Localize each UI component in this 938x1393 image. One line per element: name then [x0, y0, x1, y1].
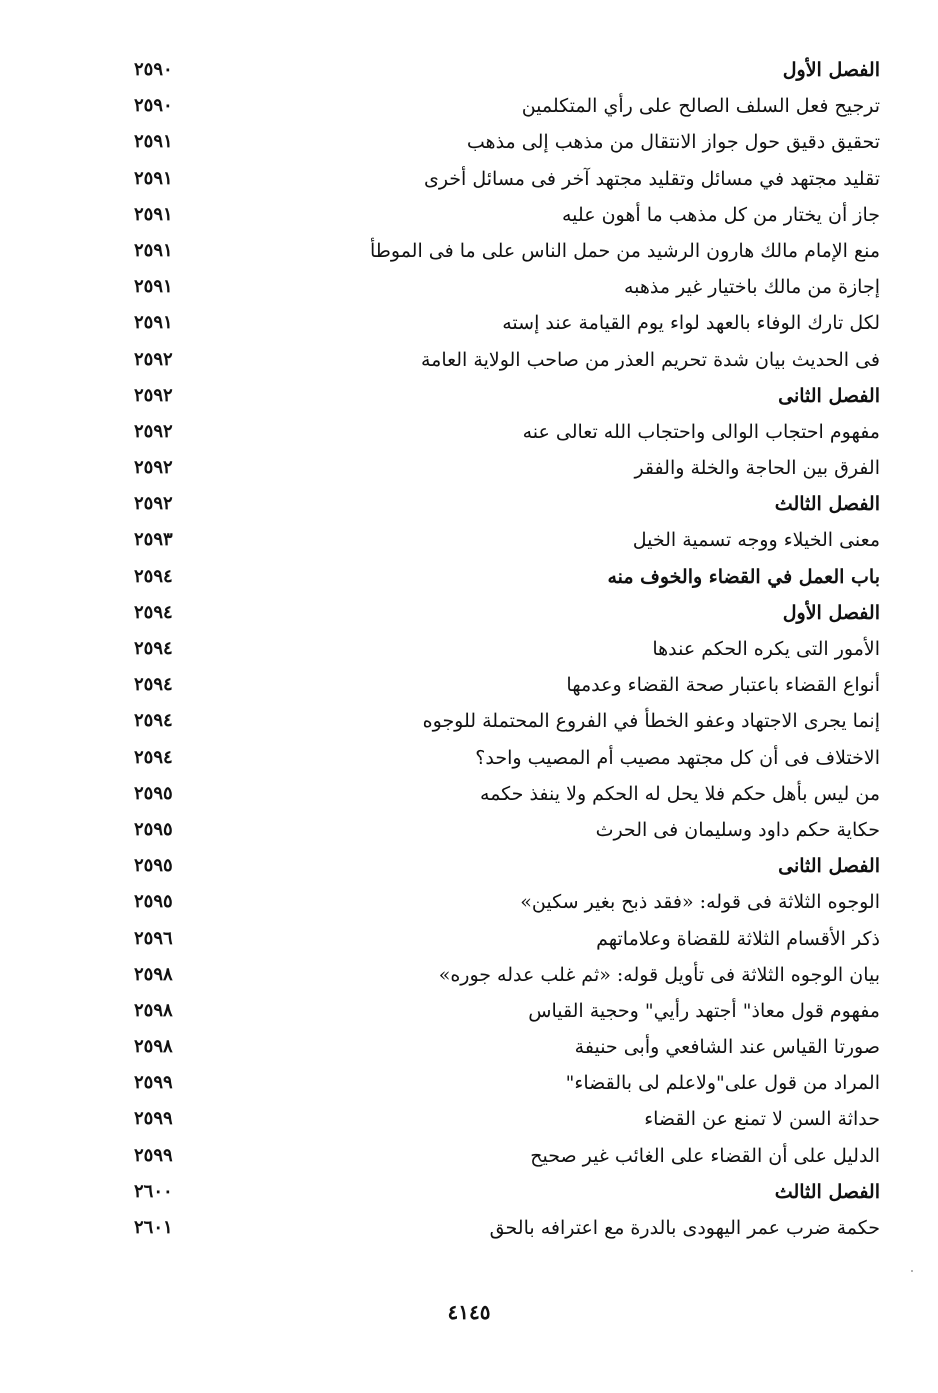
toc-page-number: ٢٥٩٤ [134, 601, 173, 623]
toc-page-number: ٢٥٩١ [134, 203, 173, 225]
toc-page-number: ٢٥٩١ [134, 167, 173, 189]
toc-entry-title: الاختلاف فى أن كل مجتهد مصيب أم المصيب واحد؟ [475, 746, 880, 769]
toc-entry-title: صورتا القياس عند الشافعي وأبى حنيفة [574, 1036, 880, 1059]
toc-row [120, 776, 880, 812]
toc-page-number: ٢٥٩٤ [134, 674, 173, 696]
toc-page-number: ٢٥٩٤ [134, 565, 173, 587]
toc-page-number: ٢٥٩٩ [134, 1072, 173, 1094]
toc-page-number: ٢٥٩٠ [134, 95, 173, 117]
toc-page-number: ٢٥٩٣ [134, 529, 173, 551]
toc-row [120, 1065, 880, 1101]
toc-page-number: ٢٥٩٨ [134, 999, 173, 1021]
toc-page-number: ٢٥٩٠ [134, 59, 173, 80]
toc-page-number: ٢٥٩١ [134, 312, 173, 334]
toc-page-number: ٢٥٩٨ [134, 963, 173, 985]
toc-page-number: ٢٥٩٤ [134, 710, 173, 732]
toc-row [120, 1101, 880, 1137]
toc-page-number: ٢٦٠١ [134, 1217, 173, 1238]
toc-section-heading: الفصل الأول [782, 601, 880, 624]
toc-entry-title: تحقيق دقيق حول جواز الانتقال من مذهب إلى مذهب [466, 131, 880, 154]
toc-row [120, 884, 880, 920]
toc-page-number: ٢٥٩١ [134, 131, 173, 153]
toc-row [120, 161, 880, 197]
toc-entry-title: لكل تارك الوفاء بالعهد لواء يوم القيامة عند إسته [502, 312, 880, 335]
toc-row [120, 559, 880, 595]
page-number-footer: ٤١٤٥ [447, 1300, 491, 1324]
toc-row [120, 305, 880, 341]
toc-page-number: ٢٥٩١ [134, 276, 173, 298]
toc-row [120, 1138, 880, 1174]
toc-entry-title: حكاية حكم داود وسليمان فى الحرث [595, 818, 880, 841]
toc-row [120, 1029, 880, 1065]
toc-page-number: ٢٥٩٩ [134, 1144, 173, 1166]
toc-row [120, 522, 880, 558]
toc-entry-title: الدليل على أن القضاء على الغائب غير صحيح [530, 1144, 880, 1167]
toc-page-number: ٢٥٩٤ [134, 746, 173, 768]
toc-row [120, 595, 880, 631]
toc-entry-title: الوجوه الثلاثة فى قوله: «فقد ذبح بغير سكين» [520, 891, 880, 914]
toc-entry-title: المراد من قول على"ولاعلم لى بالقضاء" [565, 1072, 880, 1095]
toc-row [120, 342, 880, 378]
toc-entry-title: تقليد مجتهد في مسائل وتقليد مجتهد آخر فى مسائل أخرى [423, 167, 880, 190]
toc-row [120, 124, 880, 160]
toc-row [120, 197, 880, 233]
toc-page-number: ٢٦٠٠ [134, 1180, 173, 1202]
toc-entry-title: فى الحديث بيان شدة تحريم العذر من صاحب الولاية العامة [420, 348, 880, 371]
toc-entry-title: ترجيح فعل السلف الصالح على رأي المتكلمين [521, 95, 880, 118]
toc-row [120, 703, 880, 739]
scan-speck [911, 1270, 913, 1272]
toc-entry-title: إنما يجرى الاجتهاد وعفو الخطأ في الفروع المحتملة للوجوه [422, 710, 880, 733]
toc-page-number: ٢٥٩٩ [134, 1108, 173, 1130]
toc-row [120, 378, 880, 414]
toc-entry-title: حكمة ضرب عمر اليهودى بالدرة مع اعترافه بالحق [489, 1217, 880, 1239]
toc-row [120, 450, 880, 486]
toc-entry-title: معنى الخيلاء ووجه تسمية الخيل [632, 529, 880, 552]
toc-page-number: ٢٥٩٢ [134, 420, 173, 442]
toc-row [120, 414, 880, 450]
toc-page-number: ٢٥٩١ [134, 239, 173, 261]
toc-row [120, 921, 880, 957]
toc-page-number: ٢٥٩٥ [134, 891, 173, 913]
toc-section-heading: الفصل الأول [782, 59, 880, 81]
toc-row [120, 233, 880, 269]
toc-row [120, 631, 880, 667]
toc-page-number: ٢٥٩٢ [134, 493, 173, 515]
toc-row [120, 1174, 880, 1210]
toc-page-number: ٢٥٩٥ [134, 818, 173, 840]
toc-row [120, 1210, 880, 1246]
toc-entry-title: منع الإمام مالك هارون الرشيد من حمل الناس على ما فى الموطأ [369, 239, 880, 262]
toc-section-heading: الفصل الثالث [774, 1180, 880, 1203]
toc-page-number: ٢٥٩٢ [134, 348, 173, 370]
toc-page-number: ٢٥٩٤ [134, 638, 173, 659]
toc-entry-title: مفهوم احتجاب الوالى واحتجاب الله تعالى عنه [522, 420, 880, 443]
toc-row [120, 52, 880, 88]
toc-entry-title: بيان الوجوه الثلاثة فى تأويل قوله: «ثم غلب عدله جوره» [438, 963, 880, 986]
toc-entry-title: مفهوم قول معاذ" أجتهد رأيي" وحجية القياس [528, 999, 880, 1022]
toc-section-heading: باب العمل في القضاء والخوف منه [607, 565, 880, 588]
toc-row [120, 812, 880, 848]
toc-row [120, 957, 880, 993]
toc-row [120, 740, 880, 776]
toc-row [120, 848, 880, 884]
toc-page-number: ٢٥٩٢ [134, 384, 173, 406]
toc-row [120, 993, 880, 1029]
table-of-contents [120, 52, 880, 1246]
toc-row [120, 88, 880, 124]
toc-section-heading: الفصل الثانى [778, 855, 880, 878]
toc-page-number: ٢٥٩٥ [134, 855, 173, 877]
toc-entry-title: أنواع القضاء باعتبار صحة القضاء وعدمها [566, 674, 880, 697]
toc-entry-title: إجازة من مالك باختيار غير مذهبه [623, 276, 880, 299]
toc-row [120, 269, 880, 305]
toc-page-number: ٢٥٩٢ [134, 457, 173, 479]
toc-entry-title: الأمور التى يكره الحكم عندها [652, 638, 880, 660]
toc-entry-title: حداثة السن لا تمنع عن القضاء [644, 1108, 880, 1131]
toc-row [120, 486, 880, 522]
toc-entry-title: جاز أن يختار من كل مذهب ما أهون عليه [562, 203, 880, 226]
toc-page-number: ٢٥٩٨ [134, 1036, 173, 1058]
toc-entry-title: ذكر الأقسام الثلاثة للقضاة وعلاماتهم [596, 927, 880, 950]
toc-section-heading: الفصل الثانى [778, 384, 880, 407]
toc-page-number: ٢٥٩٦ [134, 927, 173, 949]
toc-entry-title: من ليس بأهل حكم فلا يحل له الحكم ولا ينفذ حكمه [480, 782, 880, 805]
toc-entry-title: الفرق بين الحاجة والخلة والفقر [634, 457, 880, 480]
toc-row [120, 667, 880, 703]
toc-section-heading: الفصل الثالث [774, 493, 880, 516]
toc-page-number: ٢٥٩٥ [134, 782, 173, 804]
